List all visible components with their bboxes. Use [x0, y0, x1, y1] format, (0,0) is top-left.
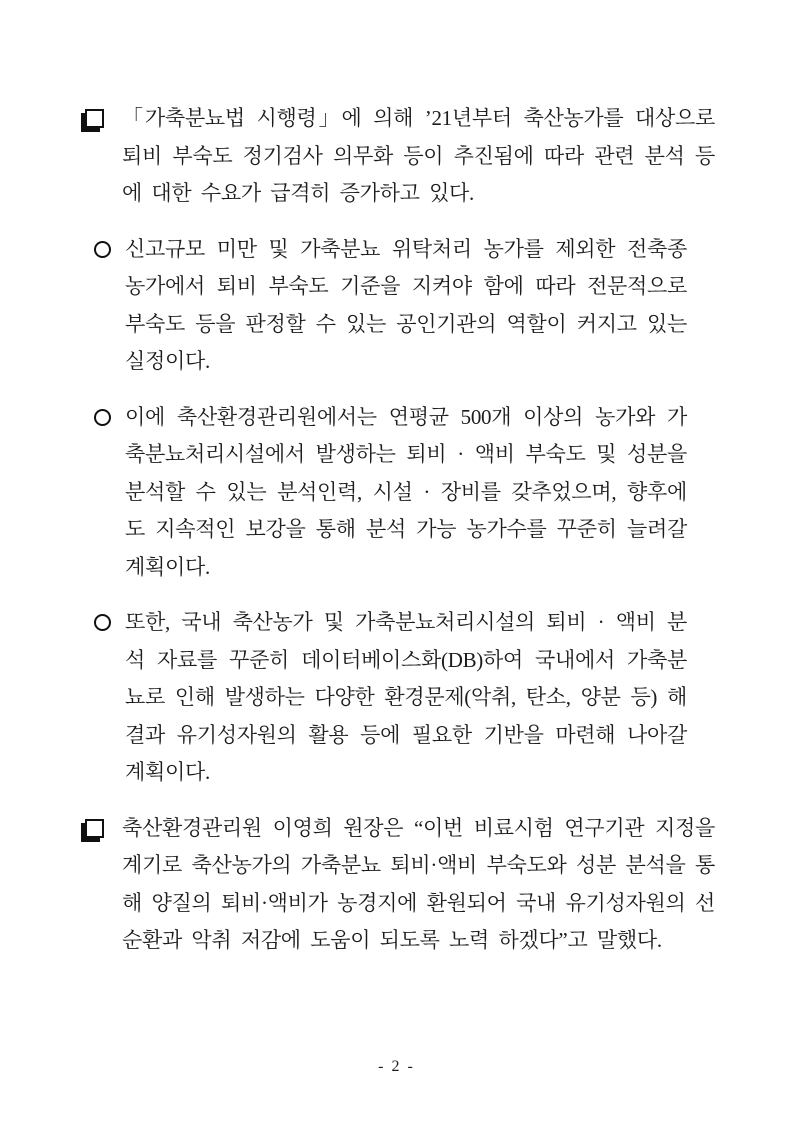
- circle-bullet-icon: [94, 241, 111, 258]
- paragraph: [94, 231, 687, 381]
- circle-bullet-icon: [94, 409, 111, 426]
- document-body: [85, 100, 715, 978]
- paragraph: [85, 810, 715, 960]
- paragraph: [85, 100, 715, 213]
- paragraph: [94, 604, 687, 792]
- page-number: - 2 -: [378, 1058, 415, 1075]
- paragraph-text: 이에 축산환경관리원에서는 연평균 500개 이상의 농가와 가축분뇨처리시설에서 발생하는 퇴비 · 액비 부숙도 및 성분을 분석할 수 있는 분석인력, 시설 · 장비를 갖추었으며, 향후에도 지속적인 보강을 통해 분석 가능 농가수를 꾸준히 늘려갈 계획이다.: [125, 404, 687, 579]
- paragraph: [94, 399, 687, 587]
- square-bullet-icon: [85, 109, 104, 128]
- square-bullet-icon: [85, 819, 104, 838]
- circle-bullet-icon: [94, 614, 111, 631]
- paragraph-text: 또한, 국내 축산농가 및 가축분뇨처리시설의 퇴비 · 액비 분석 자료를 꾸준히 데이터베이스화(DB)하여 국내에서 가축분뇨로 인해 발생하는 다양한 환경문제(악취, 탄소, 양분 등) 해결과 유기성자원의 활용 등에 필요한 기반을 마련해 나아갈 계획이다.: [125, 610, 687, 784]
- paragraph-text: 신고규모 미만 및 가축분뇨 위탁처리 농가를 제외한 전축종 농가에서 퇴비 부숙도 기준을 지켜야 함에 따라 전문적으로 부숙도 등을 판정할 수 있는 공인기관의 역할이 커지고 있는 실정이다.: [125, 236, 687, 373]
- paragraph-text: 축산환경관리원 이영희 원장은 “이번 비료시험 연구기관 지정을 계기로 축산농가의 가축분뇨 퇴비·액비 부숙도와 성분 분석을 통해 양질의 퇴비·액비가 농경지에 환원되어 국내 유기성자원의 선순환과 악취 저감에 도움이 되도록 노력 하겠다”고 말했다.: [122, 815, 715, 952]
- paragraph-text: 「가축분뇨법 시행령」에 의해 ’21년부터 축산농가를 대상으로 퇴비 부숙도 정기검사 의무화 등이 추진됨에 따라 관련 분석 등에 대한 수요가 급격히 증가하고 있다.: [122, 106, 715, 205]
